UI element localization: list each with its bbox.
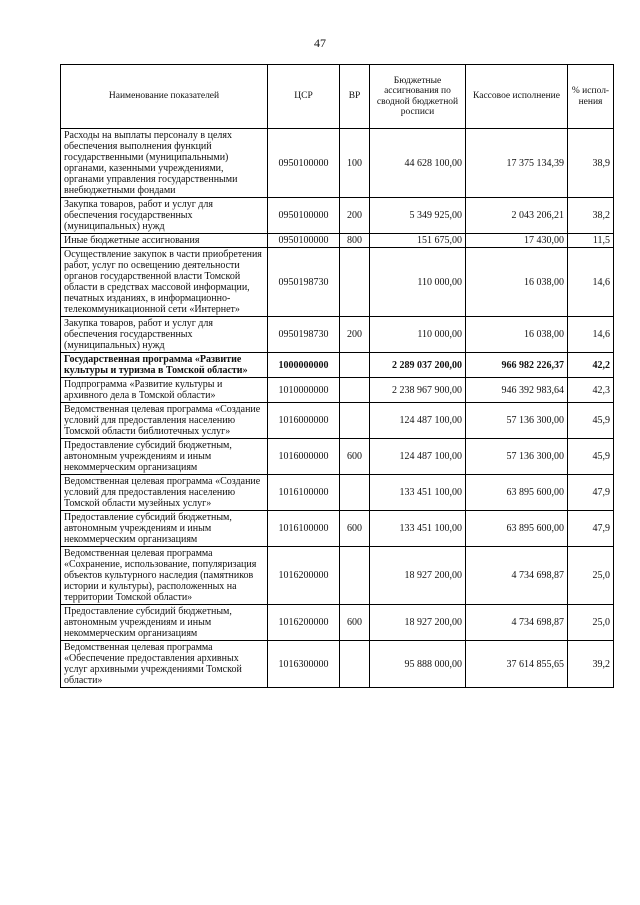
table-row [61,317,614,353]
row-cash: 2 043 206,21 [466,198,568,234]
row-name: Ведомственная целевая программа «Сохранение, использование, популяризация объектов культурного наследия (памятников истории и культуры), расположенных на территории Томской области» [61,547,268,605]
row-pct: 25,0 [568,605,614,641]
row-budget: 2 289 037 200,00 [370,353,466,378]
table-row [61,547,614,605]
table-row [61,234,614,248]
row-budget: 18 927 200,00 [370,547,466,605]
row-vr: 200 [340,198,370,234]
row-budget: 133 451 100,00 [370,511,466,547]
row-pct: 45,9 [568,403,614,439]
row-name: Ведомственная целевая программа «Создание условий для предоставления населению Томской области библиотечных услуг» [61,403,268,439]
row-budget: 95 888 000,00 [370,641,466,688]
row-vr: 200 [340,317,370,353]
row-vr: 600 [340,439,370,475]
row-csr: 1016000000 [268,403,340,439]
row-csr: 1016100000 [268,475,340,511]
row-pct: 38,2 [568,198,614,234]
row-csr: 0950100000 [268,198,340,234]
row-csr: 0950198730 [268,248,340,317]
table-row [61,198,614,234]
row-cash: 946 392 983,64 [466,378,568,403]
row-cash: 17 375 134,39 [466,129,568,198]
row-cash: 4 734 698,87 [466,547,568,605]
table-row [61,641,614,688]
row-budget: 151 675,00 [370,234,466,248]
row-vr [340,403,370,439]
row-cash: 37 614 855,65 [466,641,568,688]
row-cash: 57 136 300,00 [466,439,568,475]
row-name: Расходы на выплаты персоналу в целях обеспечения выполнения функций государственными (муниципальными) органами, казенными учреждениями, органами управления государственными внебюджетными фондами [61,129,268,198]
table-row [61,353,614,378]
row-cash: 966 982 226,37 [466,353,568,378]
row-pct: 14,6 [568,248,614,317]
row-pct: 42,3 [568,378,614,403]
row-cash: 4 734 698,87 [466,605,568,641]
row-pct: 47,9 [568,511,614,547]
page-number: 47 [314,36,326,50]
row-cash: 63 895 600,00 [466,511,568,547]
row-vr [340,641,370,688]
row-pct: 45,9 [568,439,614,475]
row-budget: 124 487 100,00 [370,439,466,475]
row-csr: 0950198730 [268,317,340,353]
row-name: Ведомственная целевая программа «Создание условий для предоставления населению Томской области музейных услуг» [61,475,268,511]
row-vr [340,248,370,317]
table-row [61,403,614,439]
row-cash: 17 430,00 [466,234,568,248]
table-row [61,129,614,198]
table-header-row [61,65,614,129]
table-row [61,248,614,317]
row-pct: 14,6 [568,317,614,353]
row-budget: 44 628 100,00 [370,129,466,198]
row-csr: 1016000000 [268,439,340,475]
row-name: Предоставление субсидий бюджетным, автономным учреждениям и иным некоммерческим организациям [61,439,268,475]
row-vr: 600 [340,511,370,547]
row-vr: 600 [340,605,370,641]
row-name: Осуществление закупок в части приобретения работ, услуг по освещению деятельности органов государственной власти Томской области в средствах массовой информации, печатных изданиях, в информационно-телекоммуникационной сети «Интернет» [61,248,268,317]
row-pct: 25,0 [568,547,614,605]
row-csr: 1016100000 [268,511,340,547]
column-header-budget: Бюджетные ассигнования по сводной бюджетной росписи [370,65,466,129]
row-vr [340,475,370,511]
column-header-pct: % испол-нения [568,65,614,129]
column-header-cash: Кассовое исполнение [466,65,568,129]
row-budget: 133 451 100,00 [370,475,466,511]
row-csr: 1016200000 [268,605,340,641]
row-vr [340,547,370,605]
row-cash: 16 038,00 [466,248,568,317]
row-name: Закупка товаров, работ и услуг для обеспечения государственных (муниципальных) нужд [61,317,268,353]
row-budget: 2 238 967 900,00 [370,378,466,403]
table-row [61,605,614,641]
column-header-name: Наименование показателей [61,65,268,129]
row-pct: 38,9 [568,129,614,198]
row-pct: 11,5 [568,234,614,248]
row-name: Государственная программа «Развитие культуры и туризма в Томской области» [61,353,268,378]
table-row [61,511,614,547]
row-vr: 800 [340,234,370,248]
row-budget: 18 927 200,00 [370,605,466,641]
row-name: Предоставление субсидий бюджетным, автономным учреждениям и иным некоммерческим организациям [61,511,268,547]
row-csr: 1016200000 [268,547,340,605]
column-header-csr: ЦСР [268,65,340,129]
row-csr: 0950100000 [268,234,340,248]
row-pct: 47,9 [568,475,614,511]
row-budget: 110 000,00 [370,248,466,317]
row-cash: 57 136 300,00 [466,403,568,439]
row-name: Предоставление субсидий бюджетным, автономным учреждениям и иным некоммерческим организациям [61,605,268,641]
row-csr: 1016300000 [268,641,340,688]
row-csr: 1010000000 [268,378,340,403]
table-row [61,378,614,403]
row-pct: 39,2 [568,641,614,688]
table-row [61,439,614,475]
row-name: Иные бюджетные ассигнования [61,234,268,248]
row-budget: 5 349 925,00 [370,198,466,234]
row-pct: 42,2 [568,353,614,378]
row-budget: 110 000,00 [370,317,466,353]
row-name: Подпрограмма «Развитие культуры и архивного дела в Томской области» [61,378,268,403]
row-name: Закупка товаров, работ и услуг для обеспечения государственных (муниципальных) нужд [61,198,268,234]
row-name: Ведомственная целевая программа «Обеспечение предоставления архивных услуг архивными учреждениями Томской области» [61,641,268,688]
table-row [61,475,614,511]
column-header-vr: ВР [340,65,370,129]
row-cash: 16 038,00 [466,317,568,353]
row-cash: 63 895 600,00 [466,475,568,511]
budget-execution-table [60,64,614,688]
row-csr: 0950100000 [268,129,340,198]
row-vr [340,353,370,378]
row-csr: 1000000000 [268,353,340,378]
row-budget: 124 487 100,00 [370,403,466,439]
row-vr [340,378,370,403]
row-vr: 100 [340,129,370,198]
